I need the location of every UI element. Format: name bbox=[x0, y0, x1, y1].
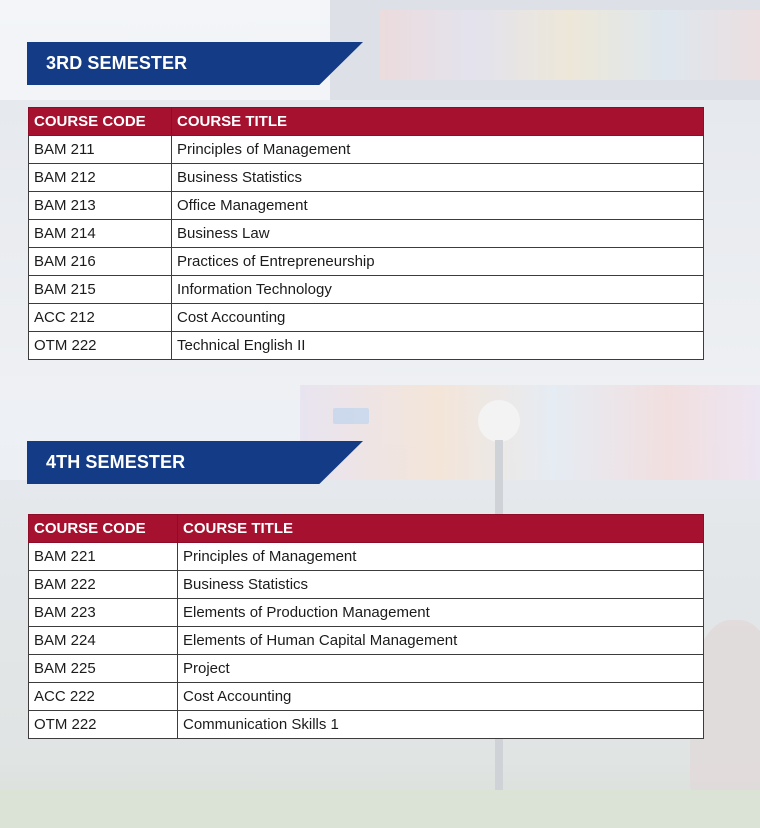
course-title: Elements of Human Capital Management bbox=[178, 627, 704, 655]
column-header-course-title: COURSE TITLE bbox=[178, 515, 704, 543]
column-header-course-title: COURSE TITLE bbox=[172, 108, 704, 136]
course-title: Office Management bbox=[172, 192, 704, 220]
table-row bbox=[29, 332, 704, 360]
course-code: BAM 213 bbox=[29, 192, 172, 220]
course-code: BAM 212 bbox=[29, 164, 172, 192]
table-header-row bbox=[29, 108, 704, 136]
course-title: Cost Accounting bbox=[178, 683, 704, 711]
course-code: ACC 212 bbox=[29, 304, 172, 332]
table-row bbox=[29, 683, 704, 711]
course-title: Principles of Management bbox=[178, 543, 704, 571]
table-row bbox=[29, 599, 704, 627]
course-title: Communication Skills 1 bbox=[178, 711, 704, 739]
semester-3-course-table bbox=[28, 107, 704, 360]
table-row bbox=[29, 276, 704, 304]
course-title: Business Statistics bbox=[172, 164, 704, 192]
course-title: Information Technology bbox=[172, 276, 704, 304]
table-row bbox=[29, 136, 704, 164]
table-row bbox=[29, 655, 704, 683]
course-code: BAM 223 bbox=[29, 599, 178, 627]
table-row bbox=[29, 192, 704, 220]
course-title: Business Statistics bbox=[178, 571, 704, 599]
table-row bbox=[29, 543, 704, 571]
course-title: Technical English II bbox=[172, 332, 704, 360]
table-header-row bbox=[29, 515, 704, 543]
semester-3-title: 3RD SEMESTER bbox=[46, 53, 188, 73]
semester-3-banner bbox=[27, 42, 363, 85]
table-row bbox=[29, 220, 704, 248]
semester-4-course-table bbox=[28, 514, 704, 739]
course-code: BAM 224 bbox=[29, 627, 178, 655]
course-code: BAM 214 bbox=[29, 220, 172, 248]
course-code: ACC 222 bbox=[29, 683, 178, 711]
course-code: OTM 222 bbox=[29, 332, 172, 360]
course-title: Elements of Production Management bbox=[178, 599, 704, 627]
course-title: Business Law bbox=[172, 220, 704, 248]
course-code: BAM 216 bbox=[29, 248, 172, 276]
table-row bbox=[29, 571, 704, 599]
course-code: BAM 215 bbox=[29, 276, 172, 304]
course-title: Project bbox=[178, 655, 704, 683]
course-code: BAM 211 bbox=[29, 136, 172, 164]
course-title: Practices of Entrepreneurship bbox=[172, 248, 704, 276]
course-code: OTM 222 bbox=[29, 711, 178, 739]
semester-4-banner bbox=[27, 441, 363, 484]
course-code: BAM 221 bbox=[29, 543, 178, 571]
column-header-course-code: COURSE CODE bbox=[29, 515, 178, 543]
course-title: Principles of Management bbox=[172, 136, 704, 164]
column-header-course-code: COURSE CODE bbox=[29, 108, 172, 136]
table-row bbox=[29, 248, 704, 276]
table-row bbox=[29, 711, 704, 739]
table-row bbox=[29, 627, 704, 655]
course-title: Cost Accounting bbox=[172, 304, 704, 332]
semester-4-title: 4TH SEMESTER bbox=[46, 452, 186, 472]
course-code: BAM 225 bbox=[29, 655, 178, 683]
table-row bbox=[29, 164, 704, 192]
table-row bbox=[29, 304, 704, 332]
course-code: BAM 222 bbox=[29, 571, 178, 599]
